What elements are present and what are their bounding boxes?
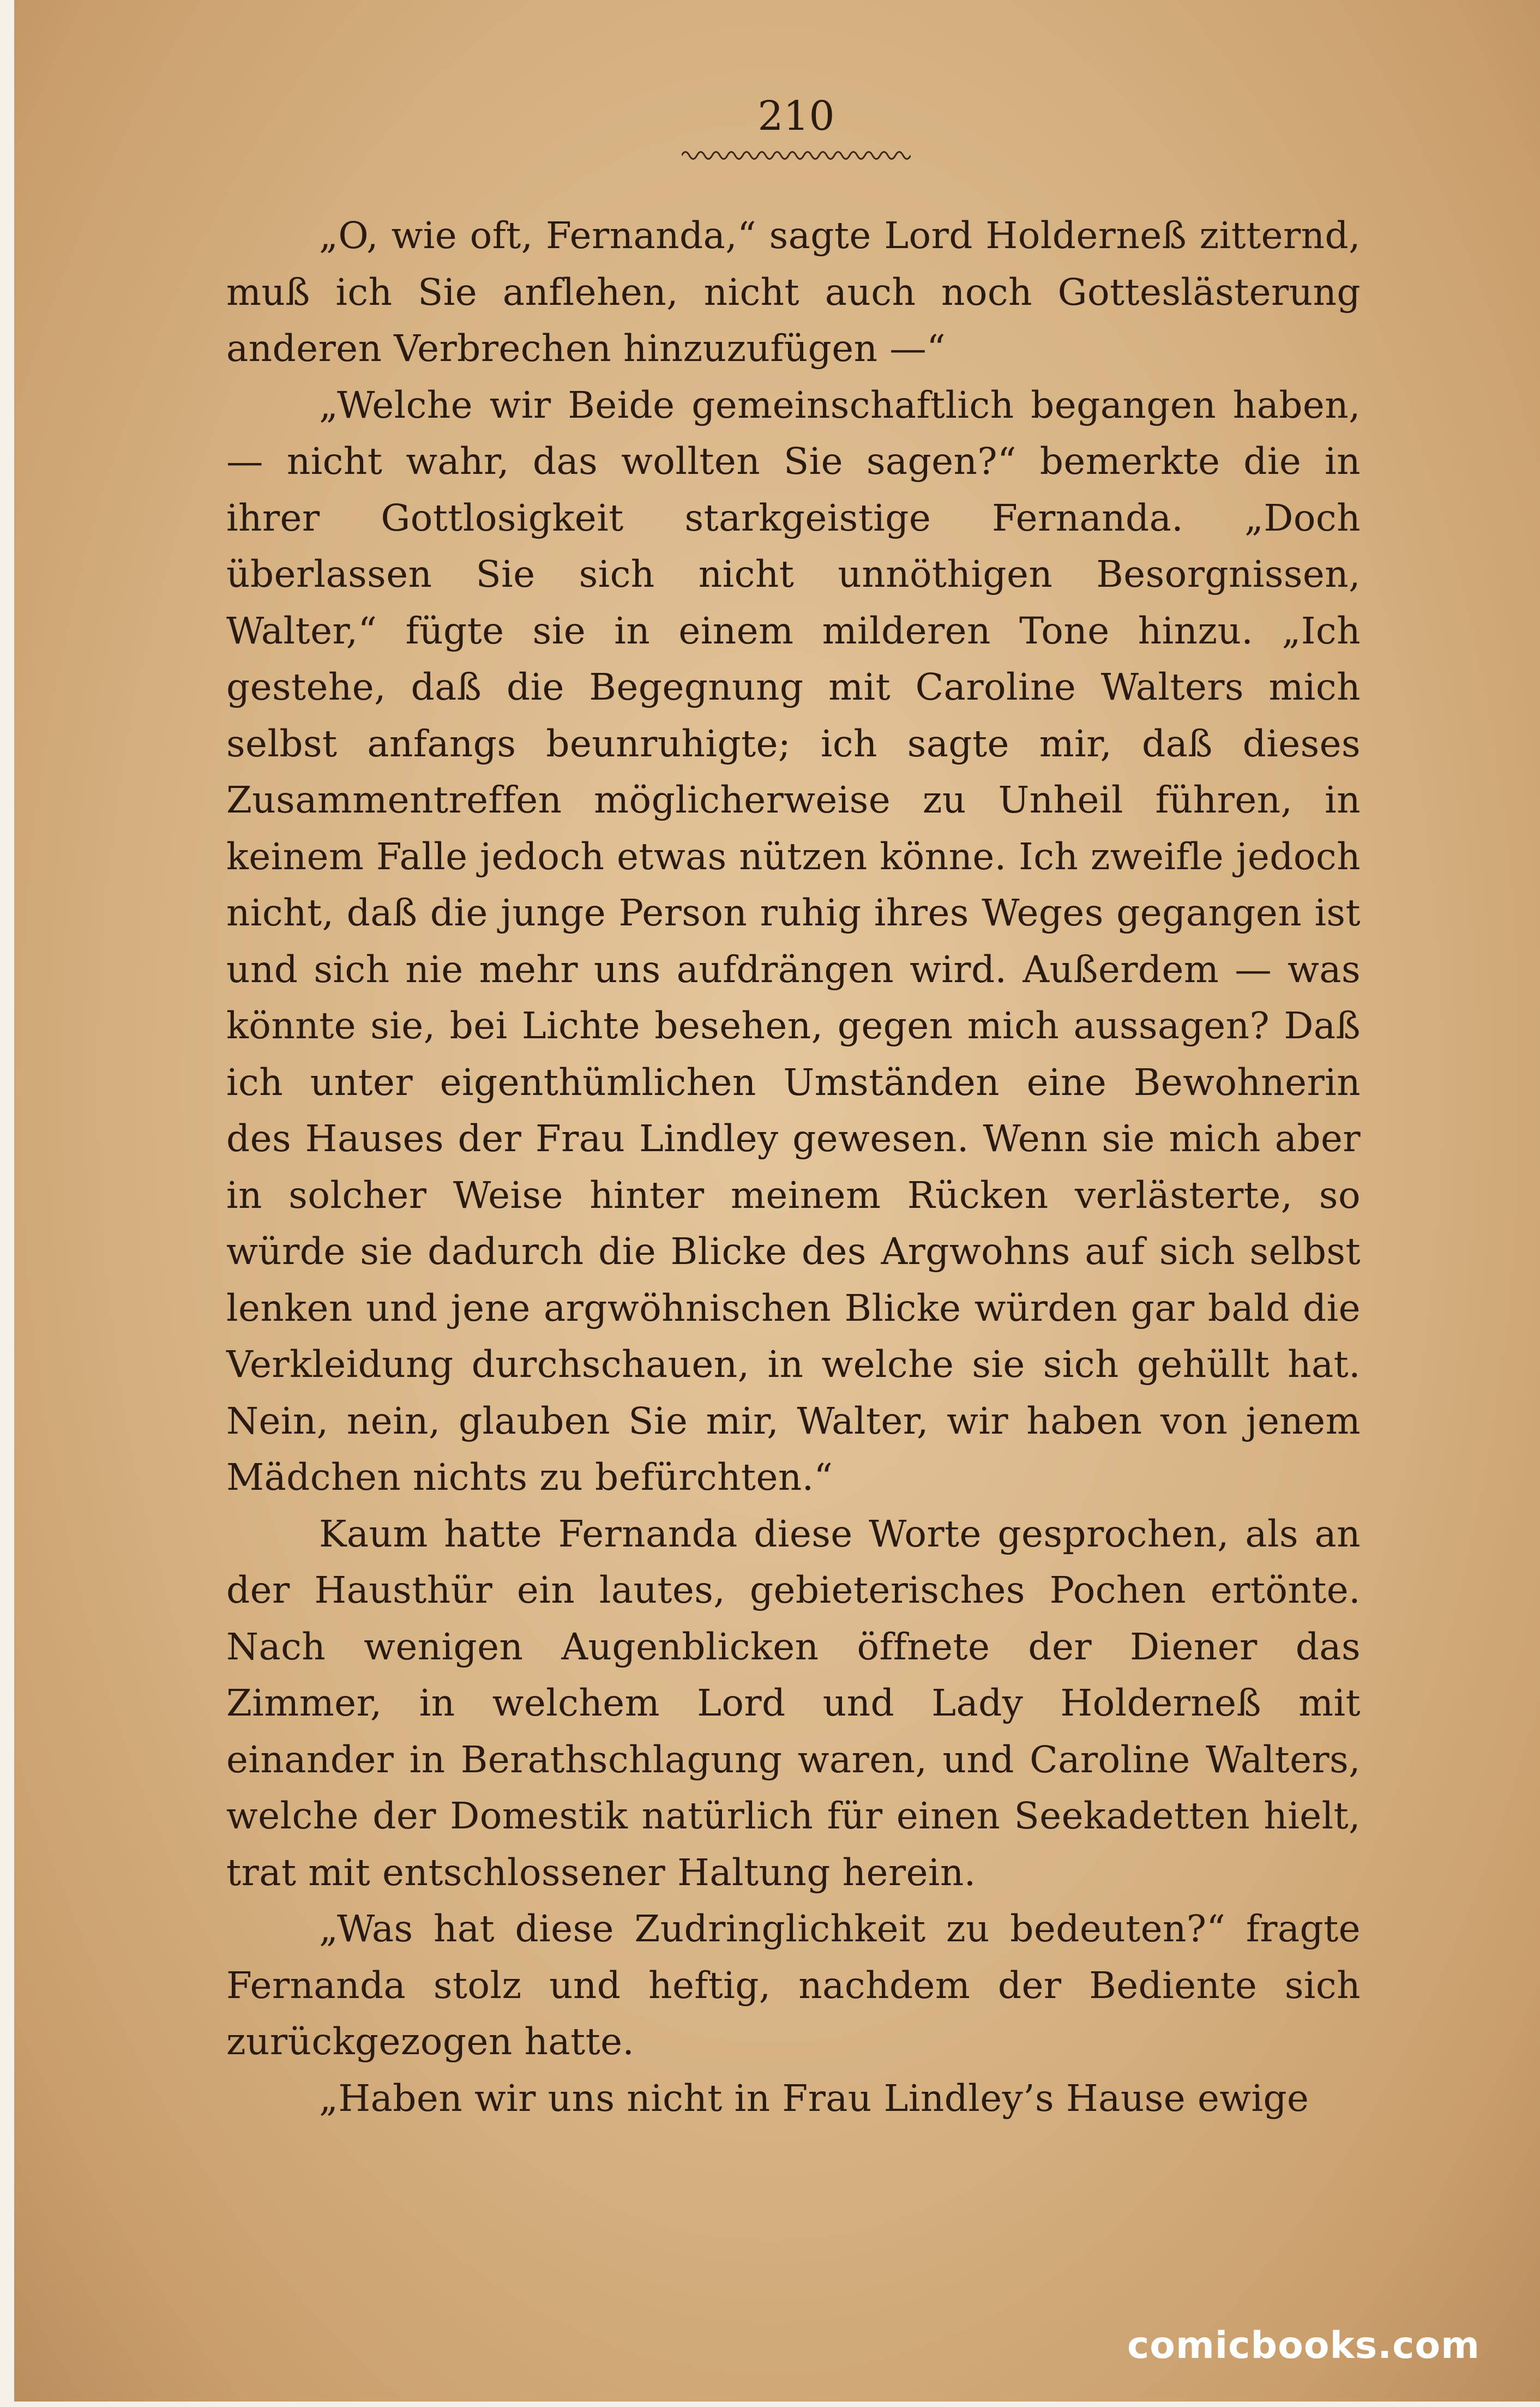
watermark: comicbooks.com bbox=[1127, 2324, 1480, 2367]
wavy-rule-ornament bbox=[682, 147, 911, 164]
paragraph-2: „Welche wir Beide gemeinschaftlich begangen haben, — nicht wahr, das wollten Sie sagen?“ bemerkte die in ihrer Gottlosigkeit starkgeistige Fernanda. „Doch überlassen Sie sich nicht unnöthigen Besorgnissen, Walter,“ fügte sie in einem milderen Tone hinzu. „Ich gestehe, daß die Begegnung mit Caroline Walters mich selbst anfangs beunruhigte; ich sagte mir, daß dieses Zusammentreffen möglicherweise zu Unheil führen, in keinem Falle jedoch etwas nützen könne. Ich zweifle jedoch nicht, daß die junge Person ruhig ihres Weges gegangen ist und sich nie mehr uns aufdrängen wird. Außerdem — was könnte sie, bei Lichte besehen, gegen mich aussagen? Daß ich unter eigenthümlichen Umständen eine Bewohnerin des Hauses der Frau Lindley gewesen. Wenn sie mich aber in solcher Weise hinter meinem Rücken verlästerte, so würde sie dadurch die Blicke des Argwohns auf sich selbst lenken und jene argwöhnischen Blicke würden gar bald die Verkleidung durchschauen, in welche sie sich gehüllt hat. Nein, nein, glauben Sie mir, Walter, wir haben von jenem Mädchen nichts zu befürchten.“ bbox=[226, 383, 1361, 1499]
paragraph-4: „Was hat diese Zudringlichkeit zu bedeuten?“ fragte Fernanda stolz und heftig, nachdem der Bediente sich zurückgezogen hatte. bbox=[226, 1907, 1361, 2063]
body-text bbox=[226, 207, 1361, 2126]
paragraph-3: Kaum hatte Fernanda diese Worte gesprochen, als an der Hausthür ein lautes, gebieterisches Pochen ertönte. Nach wenigen Augenblicken öffnete der Diener das Zimmer, in welchem Lord und Lady Holderneß mit einander in Berathschlagung waren, und Caroline Walters, welche der Domestik natürlich für einen Seekadetten hielt, trat mit entschlossener Haltung herein. bbox=[226, 1512, 1361, 1894]
scan-margin bbox=[0, 0, 14, 2407]
paragraph-1: „O, wie oft, Fernanda,“ sagte Lord Holderneß zitternd, muß ich Sie anflehen, nicht auch noch Gotteslästerung anderen Verbrechen hinzuzufügen —“ bbox=[226, 214, 1361, 370]
paragraph-5: „Haben wir uns nicht in Frau Lindley’s Hause ewige bbox=[319, 2076, 1309, 2120]
page-number: 210 bbox=[757, 93, 835, 140]
scan-margin-bottom bbox=[0, 2402, 1540, 2407]
